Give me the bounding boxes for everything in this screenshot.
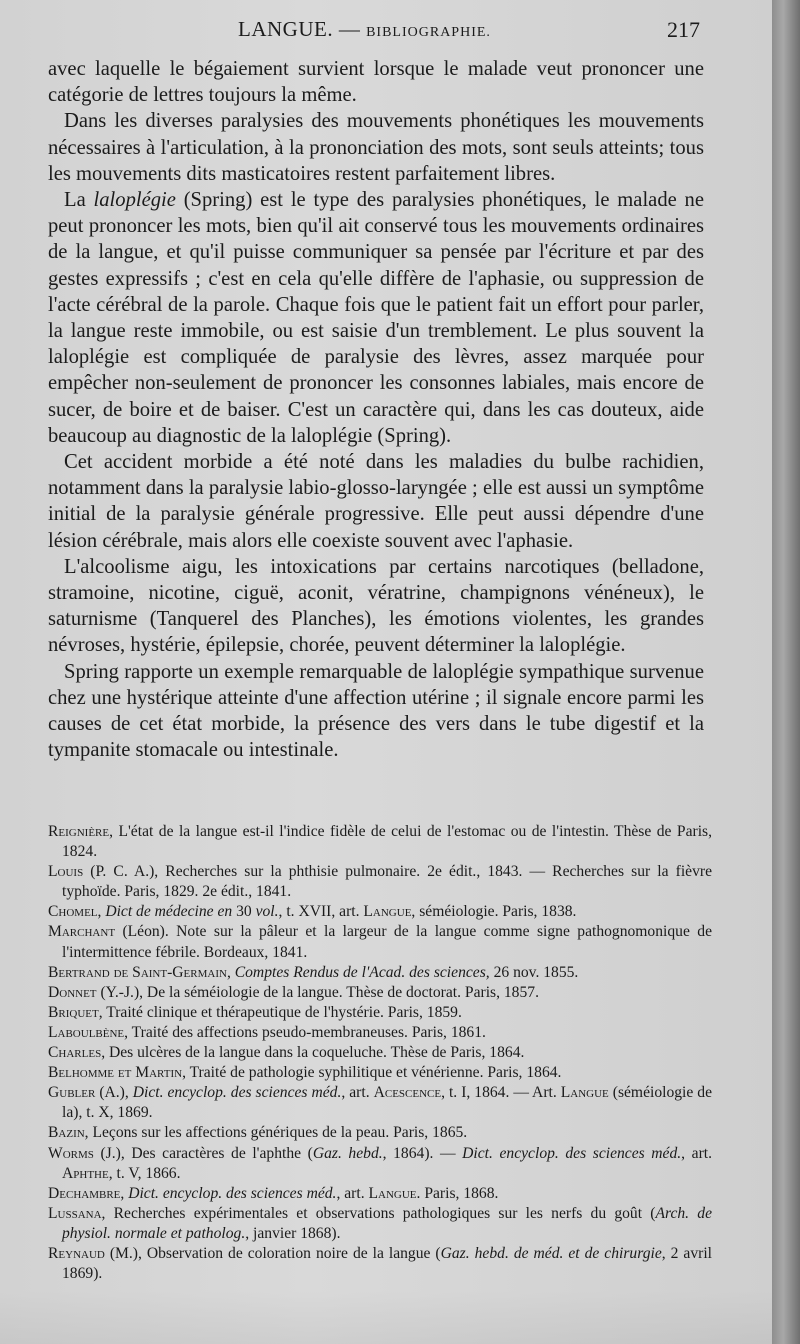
paragraph-text: Dans les diverses paralysies des mouvements phonétiques les mouvements nécessaires à l'articulation, à la prononciation des mots, sont seuls atteints; tous les mouvements dits masticatoires restent parfaitement libres. — [48, 110, 704, 185]
running-title — [238, 17, 491, 42]
italic-term: laloplégie — [93, 189, 176, 212]
entry-text: , 1864). — — [382, 1144, 463, 1162]
paragraph-text: Cet accident morbide a été noté dans les maladies du bulbe rachidien, notamment dans la paralysie labio-glosso-laryngée ; elle est aussi un symptôme initial de la paralysie générale progressive. Elle peut aussi dépendre d'une lésion cérébrale, mais alors elle coexiste souvent avec l'aphasie. — [48, 451, 704, 552]
entry-text: , L'état de la langue est-il l'indice fidèle de celui de l'estomac ou de l'intestin. Thèse de Paris, 1824. — [62, 823, 712, 861]
entry-article-name: Langue — [368, 1184, 417, 1202]
bibliography-entry — [48, 1244, 712, 1284]
bibliography-entry — [48, 1063, 712, 1083]
body-paragraph — [48, 108, 704, 187]
entry-text: (P. C. A.), Recherches sur la phthisie pulmonaire. 2e édit., 1843. — Recherches sur la fièvre typhoïde. Paris, 1829. 2e édit., 1841. — [62, 863, 712, 901]
entry-source-title: Arch. de physiol. normale et patholog. — [62, 1204, 712, 1242]
bibliography-entry — [48, 1184, 712, 1204]
entry-text: , — [226, 963, 235, 981]
entry-source-title: Dict de médecine en — [105, 903, 233, 921]
entry-source-title: Comptes Rendus de l'Acad. des sciences, — [234, 963, 490, 981]
bibliography-entry — [48, 1204, 712, 1244]
entry-text: (J.), Des caractères de l'aphthe ( — [93, 1144, 313, 1162]
entry-author: Dechambre — [48, 1184, 121, 1202]
binding-gutter — [772, 0, 800, 1344]
entry-author: Bazin — [48, 1124, 85, 1142]
running-title-sub: BIBLIOGRAPHIE. — [366, 25, 491, 40]
entry-author: Reignière — [48, 823, 110, 840]
entry-text: , Traité clinique et thérapeutique de l'hystérie. Paris, 1859. — [98, 1003, 462, 1021]
entry-author: Belhomme et Martin — [48, 1064, 183, 1082]
entry-text: , t. V, 1866. — [108, 1164, 181, 1182]
page-bottom-shadow — [0, 1290, 772, 1344]
body-paragraph — [48, 659, 704, 764]
bibliography-entry — [48, 1083, 712, 1123]
bibliography-entry — [48, 1003, 712, 1023]
entry-text: (A.), — [95, 1084, 133, 1102]
entry-text: (M.), Observation de coloration noire de la langue ( — [104, 1244, 441, 1262]
entry-source-title: Dict. encyclop. des sciences méd. — [132, 1084, 342, 1102]
entry-text: (séméiologie de la), t. X, 1869. — [62, 1084, 712, 1122]
page-number: 217 — [667, 17, 700, 42]
bibliography-entry — [48, 862, 712, 902]
bibliography-entry — [48, 1023, 712, 1043]
body-text — [48, 56, 704, 763]
entry-text: 26 nov. 1855. — [489, 963, 579, 981]
page-header — [48, 17, 700, 47]
entry-text: , art. — [681, 1144, 712, 1162]
bibliography-entry — [48, 1144, 712, 1184]
entry-author: Charles — [48, 1044, 102, 1062]
entry-author: Reynaud — [48, 1244, 105, 1262]
entry-author: Briquet — [48, 1003, 99, 1021]
bibliography — [48, 822, 712, 1284]
entry-author: Donnet — [48, 983, 97, 1001]
entry-text: , 2 avril 1869). — [62, 1244, 712, 1283]
entry-text: , janvier 1868). — [245, 1224, 341, 1242]
entry-author: Lussana — [48, 1204, 102, 1222]
entry-text: , — [97, 903, 106, 921]
body-paragraph — [48, 554, 704, 659]
entry-author: Gubler — [48, 1084, 96, 1102]
entry-source-title: Dict. encyclop. des sciences méd. — [462, 1144, 682, 1162]
entry-article-name: Acescence — [373, 1084, 442, 1102]
paragraph-text: avec laquelle le bégaiement survient lorsque le malade veut prononcer une catégorie de lettres toujours la même. — [48, 58, 704, 107]
running-title-dash: — — [333, 17, 367, 41]
entry-source-title: vol. — [255, 903, 279, 921]
entry-text: (Léon). Note sur la pâleur et la largeur de la langue comme signe pathognomonique de l'intermittence fébrile. Bordeaux, 1841. — [62, 923, 712, 961]
entry-article-name: Langue — [363, 903, 412, 921]
paragraph-text: La — [64, 189, 94, 212]
entry-text: , Traité des affections pseudo-membraneuses. Paris, 1861. — [124, 1023, 486, 1041]
bibliography-entry — [48, 1123, 712, 1143]
entry-text: , Des ulcères de la langue dans la coqueluche. Thèse de Paris, 1864. — [101, 1044, 525, 1062]
entry-text: , t. XVII, art. — [278, 903, 364, 921]
entry-text: , séméiologie. Paris, 1838. — [411, 903, 577, 921]
running-title-main: LANGUE. — [238, 17, 334, 41]
body-paragraph — [48, 56, 704, 108]
entry-author: Laboulbène — [48, 1023, 125, 1041]
entry-text: , art. — [336, 1184, 369, 1202]
body-paragraph — [48, 449, 704, 554]
entry-source-title: Gaz. hebd. — [312, 1144, 383, 1162]
entry-author: Bertrand de Saint-Germain — [48, 963, 227, 981]
entry-text: , t. I, 1864. — Art. — [441, 1084, 561, 1102]
bibliography-entry — [48, 1043, 712, 1063]
entry-article-name: Langue — [560, 1084, 609, 1102]
entry-text: (Y.-J.), De la séméiologie de la langue. Thèse de doctorat. Paris, 1857. — [96, 983, 539, 1001]
bibliography-entry — [48, 922, 712, 962]
bibliography-entry — [48, 902, 712, 922]
entry-text: , Leçons sur les affections génériques de la peau. Paris, 1865. — [84, 1124, 468, 1142]
bibliography-entry — [48, 963, 712, 983]
entry-author: Louis — [48, 863, 84, 881]
entry-article-name: Aphthe — [62, 1164, 109, 1182]
body-paragraph — [48, 187, 704, 449]
paragraph-text: L'alcoolisme aigu, les intoxications par certains narcotiques (belladone, stramoine, nicotine, ciguë, aconit, vératrine, champignons vénéneux), le saturnisme (Tanquerel des Planches), les émotions violentes, les grandes névroses, hystérie, épilepsie, chorée, peuvent déterminer la laloplégie. — [48, 555, 704, 657]
entry-text: , Recherches expérimentales et observations pathologiques sur les nerfs du goût ( — [101, 1204, 656, 1222]
entry-text: , Traité de pathologie syphilitique et vénérienne. Paris, 1864. — [182, 1064, 562, 1082]
entry-text: . Paris, 1868. — [416, 1184, 499, 1202]
entry-text: , art. — [341, 1084, 374, 1102]
paragraph-text: (Spring) est le type des paralysies phonétiques, le malade ne peut prononcer les mots, bien qu'il ait conservé tous les mouvements ordinaires de la langue, et qu'il puisse communiquer sa pensée par l'écriture et par des gestes expressifs ; c'est en cela qu'elle diffère de l'aphasie, ou suppression de l'acte cérébral de la parole. Chaque fois que le patient fait un effort pour parler, la langue reste immobile, ou est saisie d'un tremblement. Le plus souvent la laloplégie est compliquée de paralysie des lèvres, assez marquée pour empêcher non-seulement de prononcer les consonnes labiales, mais encore de sucer, de boire et de baiser. C'est un caractère qui, dans les cas douteux, aide beaucoup au diagnostic de la laloplégie (Spring). — [48, 189, 704, 447]
paragraph-text: Spring rapporte un exemple remarquable de laloplégie sympathique survenue chez une hystérique atteinte d'une affection utérine ; il signale encore parmi les causes de cet état morbide, la présence des vers dans le tube digestif et la tympanite stomacale ou intestinale. — [48, 660, 704, 762]
bibliography-entry — [48, 822, 712, 862]
entry-text: , — [120, 1184, 129, 1202]
entry-author: Marchant — [48, 923, 116, 941]
entry-text: 30 — [232, 903, 256, 921]
entry-author: Chomel — [48, 903, 98, 921]
entry-author: Worms — [48, 1144, 94, 1162]
entry-source-title: Gaz. hebd. de méd. et de chirurgie — [440, 1244, 662, 1262]
entry-source-title: Dict. encyclop. des sciences méd. — [128, 1184, 337, 1202]
bibliography-entry — [48, 983, 712, 1003]
